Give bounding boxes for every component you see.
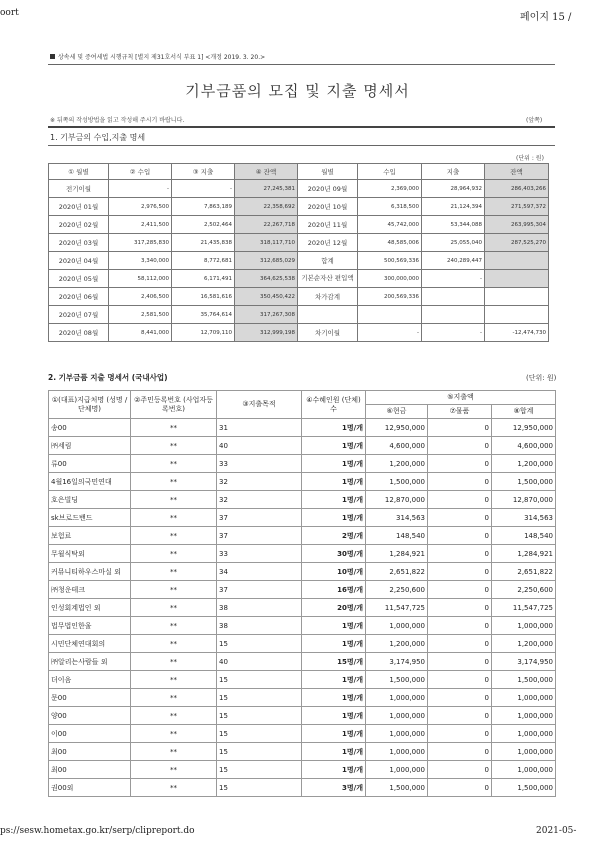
table-cell: 최00 [49, 743, 131, 761]
table-row [49, 180, 549, 198]
table-row [49, 509, 556, 527]
table-cell: 2020년 08월 [49, 324, 109, 342]
table-cell: 11,547,725 [492, 599, 556, 617]
table-row [49, 707, 556, 725]
table-cell: 34 [217, 563, 302, 581]
table-cell: 3명/개 [302, 779, 366, 797]
table-cell: 8,441,000 [109, 324, 172, 342]
header-purpose: ③지출목적 [217, 391, 302, 419]
table-cell: 38 [217, 599, 302, 617]
table-cell: 10명/개 [302, 563, 366, 581]
table-row [49, 779, 556, 797]
table-cell: 32 [217, 473, 302, 491]
instruction-note: ※ 뒤쪽의 작성방법을 읽고 작성해 주시기 바랍니다. [50, 117, 185, 124]
table-cell: 1,500,000 [366, 473, 428, 491]
table-cell: ** [131, 491, 217, 509]
table-row [49, 234, 549, 252]
table-row [49, 743, 556, 761]
browser-footer-date: 2021-05- [536, 826, 577, 836]
law-reference [50, 52, 265, 61]
square-bullet-icon [50, 54, 55, 59]
table-cell [422, 288, 485, 306]
table-cell: 1명/개 [302, 689, 366, 707]
table-cell: 2,651,822 [492, 563, 556, 581]
table-cell: 317,267,308 [235, 306, 298, 324]
table-cell: 1명/개 [302, 725, 366, 743]
table-cell: 2020년 01월 [49, 198, 109, 216]
table-cell: 1,000,000 [492, 689, 556, 707]
table-cell: 12,950,000 [492, 419, 556, 437]
table-cell: 2,406,500 [109, 288, 172, 306]
table-cell: 16명/개 [302, 581, 366, 599]
table-cell: ** [131, 617, 217, 635]
table-cell: 35,764,614 [172, 306, 235, 324]
table-row [49, 216, 549, 234]
table-cell: 2020년 10월 [298, 198, 358, 216]
browser-header-left: oort [0, 8, 19, 18]
table-cell: ** [131, 581, 217, 599]
table-cell: 3,340,000 [109, 252, 172, 270]
table-cell: ** [131, 455, 217, 473]
table-cell: 6,318,500 [358, 198, 422, 216]
table-cell: 1,500,000 [492, 671, 556, 689]
table-cell: 15 [217, 671, 302, 689]
table-cell: ㈜청운테크 [49, 581, 131, 599]
table-cell: 31 [217, 419, 302, 437]
table-cell: 1,200,000 [366, 455, 428, 473]
table-row [49, 270, 549, 288]
browser-footer-url: ps://sesw.hometax.go.kr/serp/clipreport.do [0, 826, 195, 836]
table-cell: 15 [217, 707, 302, 725]
table-row [49, 689, 556, 707]
table-cell: 2,250,600 [492, 581, 556, 599]
table-row [49, 581, 556, 599]
header-cell: 수입 [358, 164, 422, 180]
table-cell: 314,563 [366, 509, 428, 527]
table-row [49, 635, 556, 653]
table-cell: 37 [217, 581, 302, 599]
table-cell: ** [131, 527, 217, 545]
table-cell: 0 [428, 419, 492, 437]
table-cell: 0 [428, 635, 492, 653]
table-row [49, 306, 549, 324]
table-cell [485, 270, 549, 288]
table-cell [422, 306, 485, 324]
table-cell: 350,450,422 [235, 288, 298, 306]
table-cell: 2,502,464 [172, 216, 235, 234]
table-cell: 1명/개 [302, 671, 366, 689]
table-cell: 40 [217, 437, 302, 455]
table-cell: 1명/개 [302, 617, 366, 635]
table-cell [485, 306, 549, 324]
table-cell: 양00 [49, 707, 131, 725]
table-row [49, 545, 556, 563]
table-cell: 312,685,029 [235, 252, 298, 270]
table-cell: 3,174,950 [366, 653, 428, 671]
table-cell: 0 [428, 509, 492, 527]
section1-unit: (단위 : 원) [516, 155, 544, 162]
table-cell: ** [131, 563, 217, 581]
table-cell: 1,500,000 [492, 473, 556, 491]
table-cell: 1,500,000 [366, 779, 428, 797]
table-cell: 15 [217, 743, 302, 761]
table-cell: 합계 [298, 252, 358, 270]
table-cell: 호은빌딩 [49, 491, 131, 509]
table-cell: 1,500,000 [492, 779, 556, 797]
table-row [49, 252, 549, 270]
table-cell: 6,171,491 [172, 270, 235, 288]
section1-title: 1. 기부금의 수입,지출 명세 [50, 133, 146, 142]
table-cell: 1,000,000 [492, 707, 556, 725]
table-cell: 0 [428, 689, 492, 707]
table-cell: 0 [428, 617, 492, 635]
table-cell: 53,344,088 [422, 216, 485, 234]
table-cell: 2,976,500 [109, 198, 172, 216]
table-cell [485, 288, 549, 306]
table-cell: 2020년 06월 [49, 288, 109, 306]
table-cell: 21,124,394 [422, 198, 485, 216]
table-cell: 송00 [49, 419, 131, 437]
table-cell: 1,000,000 [366, 761, 428, 779]
page-side-label: (앞쪽) [526, 117, 543, 124]
table-cell: 25,055,040 [422, 234, 485, 252]
table-cell: ** [131, 509, 217, 527]
table-cell: 1명/개 [302, 437, 366, 455]
table-cell: 0 [428, 707, 492, 725]
table-cell: 1,000,000 [366, 725, 428, 743]
table-cell: 15 [217, 779, 302, 797]
header-beneficiaries: ④수혜인원 (단체) 수 [302, 391, 366, 419]
table-cell: 318,117,710 [235, 234, 298, 252]
table-cell: 38 [217, 617, 302, 635]
table-cell: 37 [217, 509, 302, 527]
table-row [49, 455, 556, 473]
table-cell: 15 [217, 761, 302, 779]
table-cell: 3,174,950 [492, 653, 556, 671]
table-cell: 45,742,000 [358, 216, 422, 234]
table-row [49, 653, 556, 671]
table-cell: 1명/개 [302, 419, 366, 437]
table-cell: 1명/개 [302, 635, 366, 653]
page-number: 페이지 15 / [520, 12, 572, 23]
table-cell: 27,245,381 [235, 180, 298, 198]
table-cell: 더이음 [49, 671, 131, 689]
table-cell: 문00 [49, 689, 131, 707]
table-cell: 21,435,838 [172, 234, 235, 252]
table-cell: 권00외 [49, 779, 131, 797]
table-cell: 2,369,000 [358, 180, 422, 198]
table-cell: 8,772,681 [172, 252, 235, 270]
header-cell: 월별 [298, 164, 358, 180]
divider [48, 145, 555, 146]
table-cell: ** [131, 419, 217, 437]
table-cell: 33 [217, 455, 302, 473]
table-cell: 2명/개 [302, 527, 366, 545]
table-cell: 0 [428, 545, 492, 563]
table-cell: 58,112,000 [109, 270, 172, 288]
table-cell: 2020년 07월 [49, 306, 109, 324]
table-row [49, 527, 556, 545]
table-cell: 2020년 09월 [298, 180, 358, 198]
table-cell: 300,000,000 [358, 270, 422, 288]
table-cell: -12,474,730 [485, 324, 549, 342]
table-cell: 314,563 [492, 509, 556, 527]
table-cell: 37 [217, 527, 302, 545]
table-cell: 1,000,000 [366, 689, 428, 707]
table-cell: ** [131, 653, 217, 671]
law-reference-text: 상속세 및 증여세법 시행규칙 [별지 제31호서식 부표 1] <개정 2019. 3. 20.> [58, 54, 266, 61]
table-cell: 보험료 [49, 527, 131, 545]
header-cell: ① 월별 [49, 164, 109, 180]
table-cell: 11,547,725 [366, 599, 428, 617]
table-row [49, 288, 549, 306]
table-cell: 1명/개 [302, 473, 366, 491]
table-cell: 48,585,006 [358, 234, 422, 252]
table-cell: 1명/개 [302, 509, 366, 527]
table-cell: 0 [428, 653, 492, 671]
table-cell: 263,995,304 [485, 216, 549, 234]
table-cell [358, 306, 422, 324]
table-cell: 커뮤니티하우스마실 외 [49, 563, 131, 581]
header-recipient: ①(대표)지급처명 (성명 / 단체명) [49, 391, 131, 419]
table-cell [485, 252, 549, 270]
divider [48, 126, 555, 128]
table-cell: 12,870,000 [492, 491, 556, 509]
table-cell: 0 [428, 761, 492, 779]
table-cell: 2,411,500 [109, 216, 172, 234]
table-cell: ** [131, 635, 217, 653]
table-cell: 차가감계 [298, 288, 358, 306]
table-cell: - [422, 270, 485, 288]
table-cell: 312,999,198 [235, 324, 298, 342]
table-cell: ㈜세림 [49, 437, 131, 455]
table-cell: 0 [428, 437, 492, 455]
table-cell: 2,651,822 [366, 563, 428, 581]
table-cell: 1,000,000 [492, 725, 556, 743]
table-row [49, 198, 549, 216]
table-cell: 0 [428, 473, 492, 491]
table-cell: 1,000,000 [492, 617, 556, 635]
table-cell: 무월식탁외 [49, 545, 131, 563]
table-cell: 1명/개 [302, 707, 366, 725]
table-cell: 0 [428, 491, 492, 509]
table-cell: 1,200,000 [492, 635, 556, 653]
table-cell: 240,289,447 [422, 252, 485, 270]
section2-unit: (단위: 원) [526, 374, 557, 382]
table-cell: 148,540 [492, 527, 556, 545]
document-title: 기부금품의 모집 및 지출 명세서 [185, 82, 410, 100]
header-reg-no: ②주민등록번호 (사업자등록번호) [131, 391, 217, 419]
header-amount-group: ⑤지출액 [366, 391, 556, 405]
table-cell: 1,284,921 [492, 545, 556, 563]
table-row [49, 617, 556, 635]
table-cell: ** [131, 779, 217, 797]
header-cash: ⑥현금 [366, 405, 428, 419]
table-cell: ** [131, 545, 217, 563]
table-row [49, 563, 556, 581]
table-cell: 30명/개 [302, 545, 366, 563]
table-cell: 류00 [49, 455, 131, 473]
table-cell: 1명/개 [302, 743, 366, 761]
table-cell: 500,569,336 [358, 252, 422, 270]
table-cell: ㈜알리는사람들 외 [49, 653, 131, 671]
table-cell: 0 [428, 779, 492, 797]
table-cell: 7,863,189 [172, 198, 235, 216]
table-row [49, 437, 556, 455]
table-row [49, 599, 556, 617]
table-cell: 22,267,718 [235, 216, 298, 234]
table-cell: 22,358,692 [235, 198, 298, 216]
table-cell: 12,709,110 [172, 324, 235, 342]
header-cell: ③ 지출 [172, 164, 235, 180]
table-cell: 28,964,932 [422, 180, 485, 198]
table-cell: 148,540 [366, 527, 428, 545]
table-cell: ** [131, 707, 217, 725]
table-cell: ** [131, 689, 217, 707]
header-cell: 지출 [422, 164, 485, 180]
table-cell: sk브로드밴드 [49, 509, 131, 527]
table-cell: 2,581,500 [109, 306, 172, 324]
table-cell: 시민단체연대회의 [49, 635, 131, 653]
table-cell: - [172, 180, 235, 198]
divider [48, 64, 555, 65]
table-cell: 0 [428, 455, 492, 473]
table-cell: 16,581,616 [172, 288, 235, 306]
table-cell: 15명/개 [302, 653, 366, 671]
table-cell: 1,200,000 [492, 455, 556, 473]
table-cell: 0 [428, 563, 492, 581]
table-cell: 0 [428, 743, 492, 761]
table-cell: 271,597,372 [485, 198, 549, 216]
table-row [49, 671, 556, 689]
table-cell: 0 [428, 725, 492, 743]
table-row [49, 324, 549, 342]
table-cell: 15 [217, 635, 302, 653]
table-cell: 12,870,000 [366, 491, 428, 509]
header-cell: ② 수입 [109, 164, 172, 180]
table-cell: 317,285,830 [109, 234, 172, 252]
table-cell: 1명/개 [302, 761, 366, 779]
table-row [49, 419, 556, 437]
table-cell: 이00 [49, 725, 131, 743]
table-cell: 2020년 04월 [49, 252, 109, 270]
table-cell: ** [131, 761, 217, 779]
table-cell: ** [131, 671, 217, 689]
table-cell: 0 [428, 527, 492, 545]
table-cell: 인성회계법인 외 [49, 599, 131, 617]
table-cell: 15 [217, 689, 302, 707]
table-cell: 1명/개 [302, 491, 366, 509]
table-cell: ** [131, 473, 217, 491]
table-cell: ** [131, 437, 217, 455]
table-cell: 1명/개 [302, 455, 366, 473]
table-cell: 1,000,000 [366, 743, 428, 761]
table-cell: ** [131, 743, 217, 761]
table-cell: 200,569,336 [358, 288, 422, 306]
table-cell: 1,000,000 [366, 617, 428, 635]
table-cell: 1,200,000 [366, 635, 428, 653]
table-cell: - [109, 180, 172, 198]
table-cell: 4,600,000 [492, 437, 556, 455]
income-expense-table [48, 163, 549, 342]
table-cell: 32 [217, 491, 302, 509]
table-cell: 2,250,600 [366, 581, 428, 599]
header-cell: ④ 잔액 [235, 164, 298, 180]
table-cell: 2020년 11월 [298, 216, 358, 234]
table-cell: 12,950,000 [366, 419, 428, 437]
table-cell: 1,000,000 [492, 743, 556, 761]
table-cell: - [422, 324, 485, 342]
table-row [49, 725, 556, 743]
table-cell: 최00 [49, 761, 131, 779]
table-cell: 40 [217, 653, 302, 671]
table-cell: 4월16일의국민연대 [49, 473, 131, 491]
table-cell: 0 [428, 671, 492, 689]
table-cell: 15 [217, 725, 302, 743]
table-cell: 전기이월 [49, 180, 109, 198]
table-cell: 법무법인한울 [49, 617, 131, 635]
table-cell: 기본순자산 편입액 [298, 270, 358, 288]
table-cell: 4,600,000 [366, 437, 428, 455]
table-cell: 0 [428, 599, 492, 617]
table-row [49, 761, 556, 779]
table-cell: 1,000,000 [366, 707, 428, 725]
table-cell: ** [131, 725, 217, 743]
table-cell: 차기이월 [298, 324, 358, 342]
table-cell: 1,500,000 [366, 671, 428, 689]
section2-title: 2. 기부금품 지출 명세서 (국내사업) [48, 373, 168, 382]
table-cell: 33 [217, 545, 302, 563]
table-cell: 2020년 02월 [49, 216, 109, 234]
table-cell: 364,625,538 [235, 270, 298, 288]
table-cell: - [358, 324, 422, 342]
table-cell: 1,000,000 [492, 761, 556, 779]
table-cell: 286,403,266 [485, 180, 549, 198]
table-cell: ** [131, 599, 217, 617]
table-row [49, 491, 556, 509]
header-total: ⑧합계 [492, 405, 556, 419]
header-goods: ⑦물품 [428, 405, 492, 419]
table-cell: 2020년 03월 [49, 234, 109, 252]
header-cell: 잔액 [485, 164, 549, 180]
table-cell: 0 [428, 581, 492, 599]
expenditure-table [48, 390, 556, 797]
table-row [49, 473, 556, 491]
table-cell [298, 306, 358, 324]
table-cell: 1,284,921 [366, 545, 428, 563]
table-cell: 2020년 05월 [49, 270, 109, 288]
table-cell: 2020년 12월 [298, 234, 358, 252]
table-cell: 287,525,270 [485, 234, 549, 252]
table-cell: 20명/개 [302, 599, 366, 617]
